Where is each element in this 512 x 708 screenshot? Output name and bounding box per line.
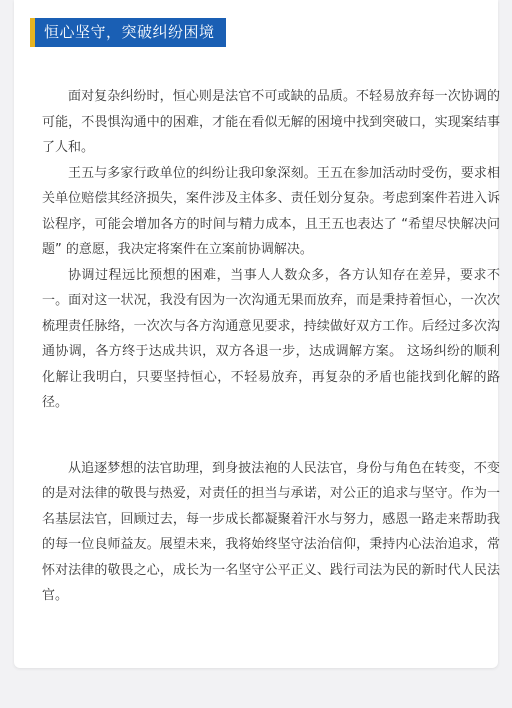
paragraph-spacer xyxy=(42,416,500,456)
section-title: 恒心坚守，突破纠纷困境 xyxy=(35,18,226,47)
paragraph-2: 王五与多家行政单位的纠纷让我印象深刻。王五在参加活动时受伤，要求相关单位赔偿其经济损失，案件涉及主体多、责任划分复杂。考虑到案件若进入诉讼程序，可能会增加各方的时间与精力成本，且王五也表达了 “希望尽快解决问题” 的意愿，我决定将案件在立案前协调解决。 xyxy=(42,165,500,257)
article-body xyxy=(42,84,500,609)
paragraph-4: 从追逐梦想的法官助理，到身披法袍的人民法官，身份与角色在转变，不变的是对法律的敬畏与热爱，对责任的担当与承诺，对公正的追求与坚守。作为一名基层法官，回顾过去，每一步成长都凝聚着汗水与努力，感恩一路走来帮助我的每一位良师益友。展望未来，我将始终坚守法治信仰，秉持内心法治追求，常怀对法律的敬畏之心，成长为一名坚守公平正义、践行司法为民的新时代人民法官。 xyxy=(42,460,500,603)
article-card xyxy=(14,0,498,668)
paragraph-3: 协调过程远比预想的困难，当事人人数众多，各方认知存在差异，要求不一。面对这一状况，我没有因为一次沟通无果而放弃，而是秉持着恒心，一次次梳理责任脉络，一次次与各方沟通意见要求，持续做好双方工作。后经过多次沟通协调，各方终于达成共识，双方各退一步，达成调解方案。 这场纠纷的顺利化解让我明白，只要坚持恒心，不轻易放弃，再复杂的矛盾也能找到化解的路径。 xyxy=(42,267,500,410)
section-header xyxy=(30,18,226,47)
paragraph-1: 面对复杂纠纷时，恒心则是法官不可或缺的品质。不轻易放弃每一次协调的可能，不畏惧沟通中的困难，才能在看似无解的困境中找到突破口，实现案结事了人和。 xyxy=(42,89,500,155)
